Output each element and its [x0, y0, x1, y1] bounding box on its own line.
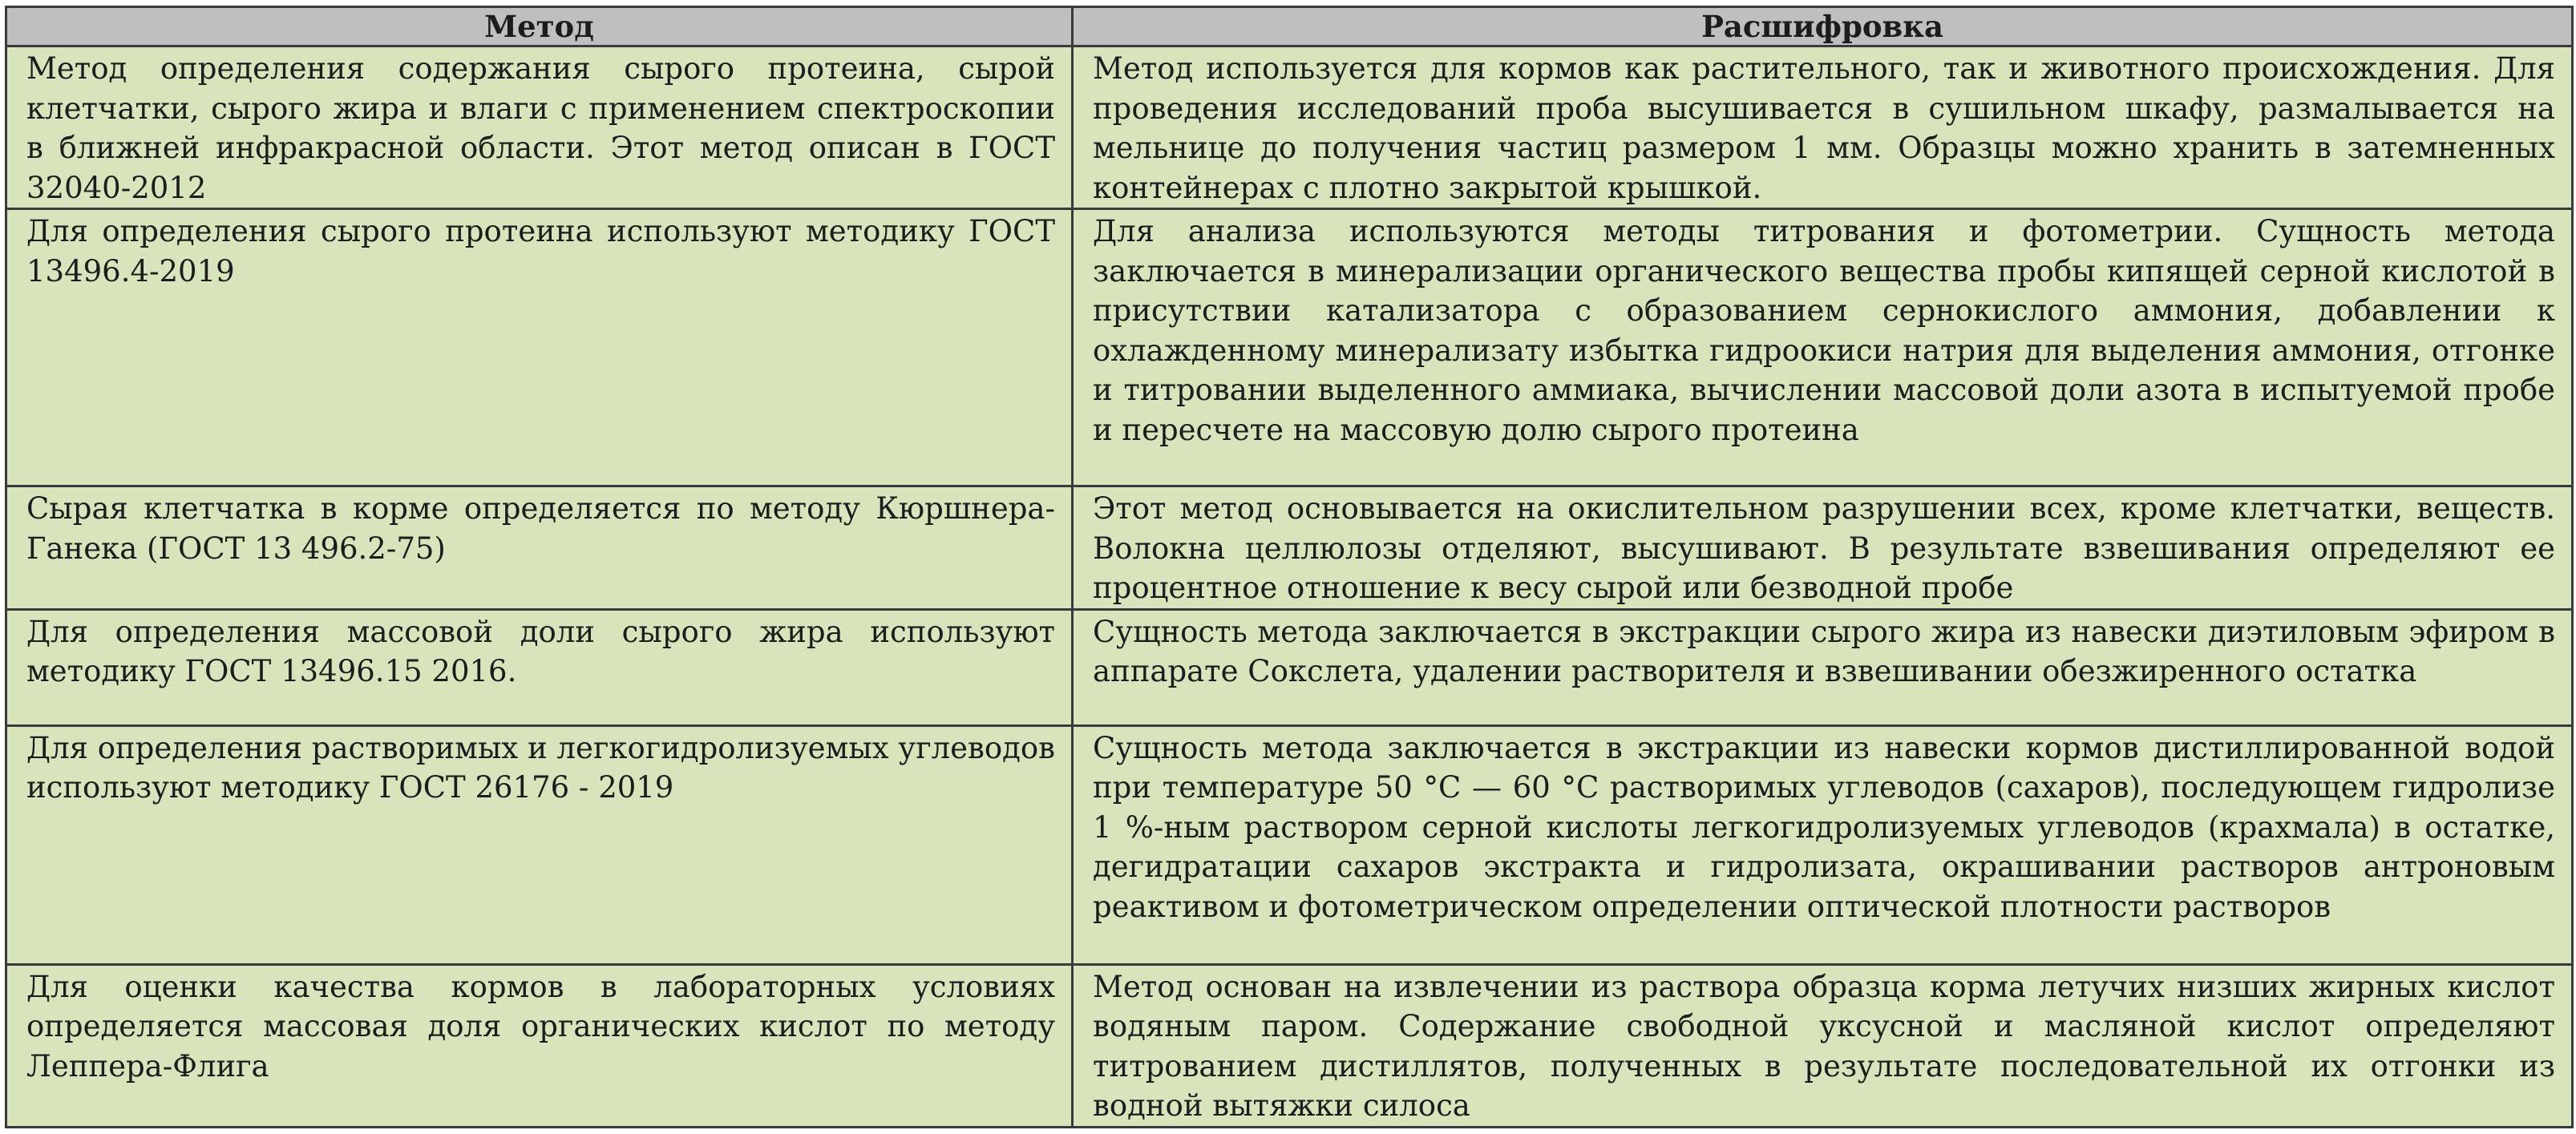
method-cell: Для определения растворимых и легкогидролизуемых углеводов используют методику ГОСТ 26176 - 2019: [6, 725, 1073, 964]
method-cell: Для определения сырого протеина используют методику ГОСТ 13496.4-2019: [6, 209, 1073, 486]
table-row: [6, 209, 2573, 486]
table-header-row: [6, 7, 2573, 46]
description-cell: Этот метод основывается на окислительном разрушении всех, кроме клетчатки, веществ. Волокна целлюлозы отделяют, высушивают. В результате взвешивания определяют ее процентное отношение к весу сырой или безводной пробе: [1073, 486, 2573, 610]
method-cell: Для оценки качества кормов в лабораторных условиях определяется массовая доля органических кислот по методу Леппера-Флига: [6, 964, 1073, 1127]
methods-table: [5, 6, 2574, 1128]
method-cell: Для определения массовой доли сырого жира используют методику ГОСТ 13496.15 2016.: [6, 609, 1073, 725]
description-cell: Метод используется для кормов как растительного, так и животного происхождения. Для проведения исследований проба высушивается в сушильном шкафу, размалывается на мельнице до получения частиц размером 1 мм. Образцы можно хранить в затемненных контейнерах с плотно закрытой крышкой.: [1073, 46, 2573, 209]
table-row: [6, 486, 2573, 610]
table-row: [6, 964, 2573, 1127]
method-cell: Сырая клетчатка в корме определяется по методу Кюршнера-Ганека (ГОСТ 13 496.2-75): [6, 486, 1073, 610]
description-cell: Метод основан на извлечении из раствора образца корма летучих низших жирных кислот водяным паром. Содержание свободной уксусной и масляной кислот определяют титрованием дистиллятов, полученных в результате последовательной их отгонки из водной вытяжки силоса: [1073, 964, 2573, 1127]
header-description: Расшифровка: [1073, 7, 2573, 46]
method-cell: Метод определения содержания сырого протеина, сырой клетчатки, сырого жира и влаги с применением спектроскопии в ближней инфракрасной области. Этот метод описан в ГОСТ 32040-2012: [6, 46, 1073, 209]
description-cell: Сущность метода заключается в экстракции из навески кормов дистиллированной водой при температуре 50 °С — 60 °С растворимых углеводов (сахаров), последующем гидролизе 1 %-ным раствором серной кислоты легкогидролизуемых углеводов (крахмала) в остатке, дегидратации сахаров экстракта и гидролизата, окрашивании растворов антроновым реактивом и фотометрическом определении оптической плотности растворов: [1073, 725, 2573, 964]
table-row: [6, 46, 2573, 209]
table-row: [6, 725, 2573, 964]
table-row: [6, 609, 2573, 725]
description-cell: Для анализа используются методы титрования и фотометрии. Сущность метода заключается в минерализации органического вещества пробы кипящей серной кислотой в присутствии катализатора с образованием сернокислого аммония, добавлении к охлажденному минерализату избытка гидроокиси натрия для выделения аммония, отгонке и титровании выделенного аммиака, вычислении массовой доли азота в испытуемой пробе и пересчете на массовую долю сырого протеина: [1073, 209, 2573, 486]
description-cell: Сущность метода заключается в экстракции сырого жира из навески диэтиловым эфиром в аппарате Сокслета, удалении растворителя и взвешивании обезжиренного остатка: [1073, 609, 2573, 725]
header-method: Метод: [6, 7, 1073, 46]
